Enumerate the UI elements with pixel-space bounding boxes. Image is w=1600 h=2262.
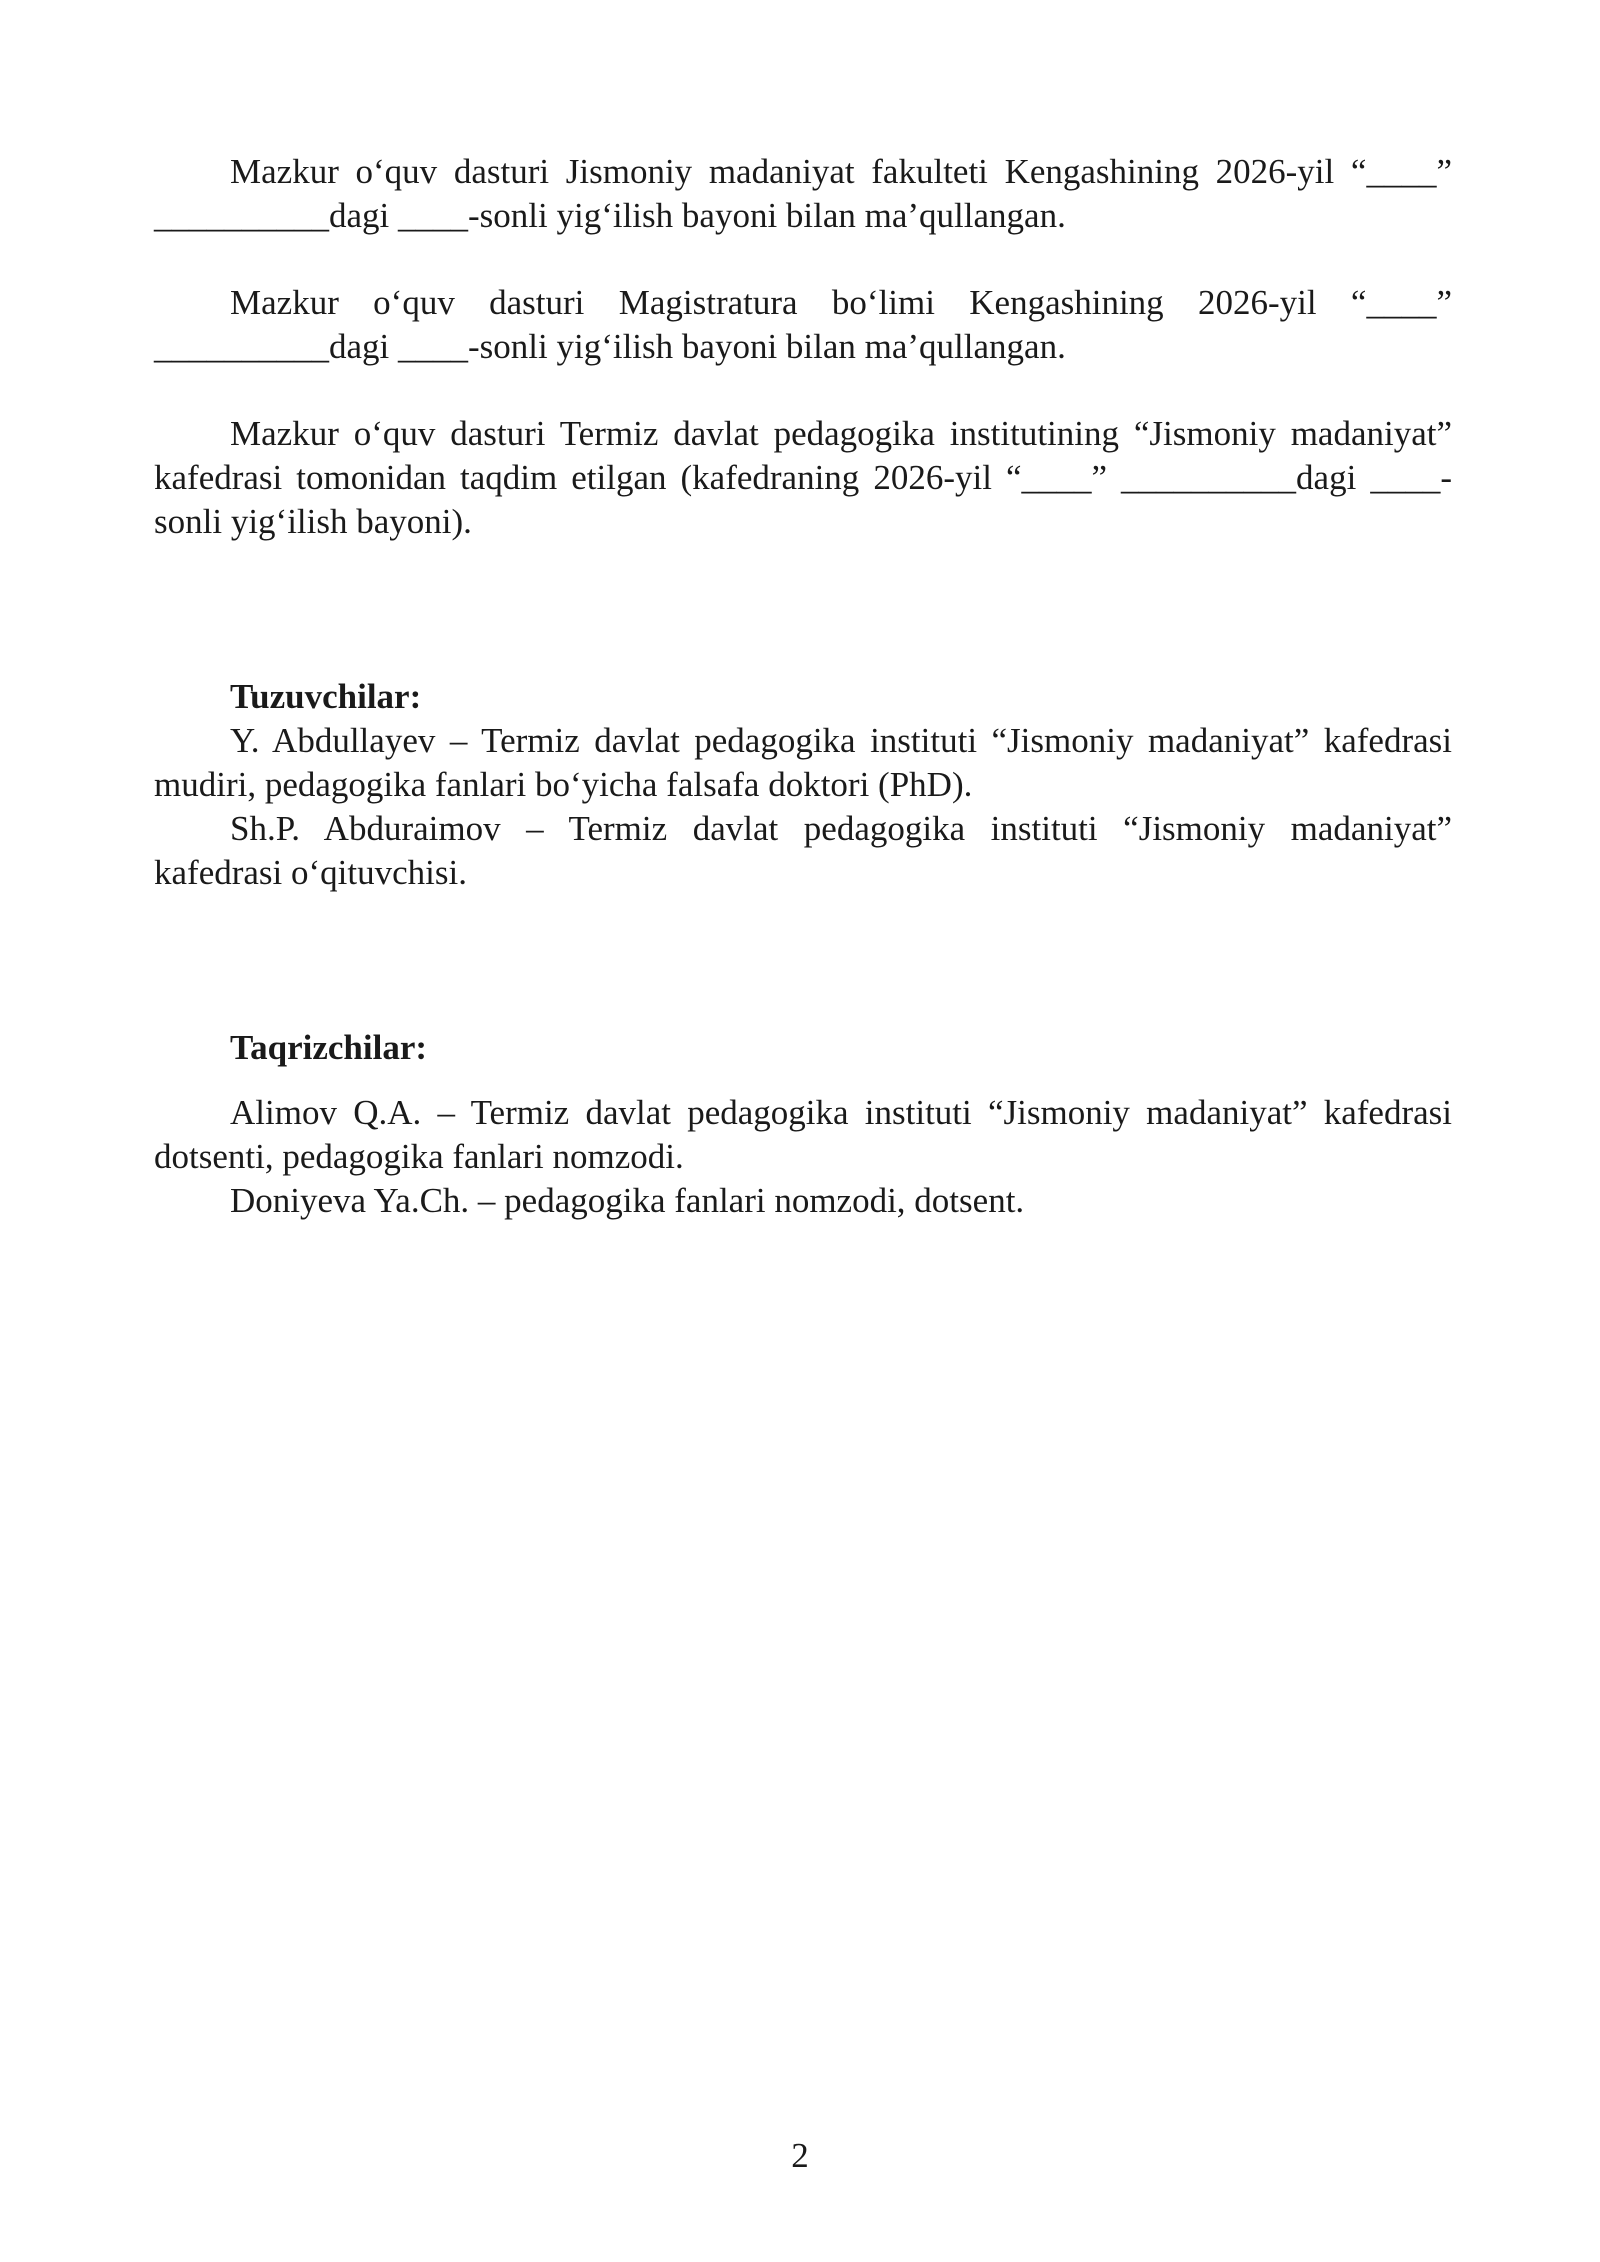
- approval-masters-department: Mazkur o‘quv dasturi Magistratura bo‘limi Kengashining 2026-yil “____” __________dagi ____-sonli yig‘ilish bayoni bilan ma’qullangan.: [154, 283, 1452, 366]
- authors-heading: Tuzuvchilar:: [230, 677, 422, 716]
- approval-faculty-council: Mazkur o‘quv dasturi Jismoniy madaniyat fakulteti Kengashining 2026-yil “____” __________dagi ____-sonli yig‘ilish bayoni bilan ma’qullangan.: [154, 152, 1452, 235]
- document-page: [154, 150, 1452, 1223]
- spacer: [154, 369, 1452, 412]
- reviewer-entry: Alimov Q.A. – Termiz davlat pedagogika instituti “Jismoniy madaniyat” kafedrasi dotsenti, pedagogika fanlari nomzodi.: [154, 1093, 1452, 1176]
- spacer: [154, 1070, 1452, 1091]
- spacer: [154, 544, 1452, 675]
- reviewers-heading: Taqrizchilar:: [230, 1028, 428, 1067]
- spacer: [154, 238, 1452, 281]
- author-entry: Y. Abdullayev – Termiz davlat pedagogika instituti “Jismoniy madaniyat” kafedrasi mudiri, pedagogika fanlari bo‘yicha falsafa doktori (PhD).: [154, 721, 1452, 804]
- page-number: 2: [791, 2136, 809, 2175]
- approval-department: Mazkur o‘quv dasturi Termiz davlat pedagogika institutining “Jismoniy madaniyat” kafedrasi tomonidan taqdim etilgan (kafedraning 2026-yil “____” __________dagi ____-sonli yig‘ilish bayoni).: [154, 414, 1452, 541]
- reviewer-entry: Doniyeva Ya.Ch. – pedagogika fanlari nomzodi, dotsent.: [230, 1181, 1025, 1220]
- spacer: [154, 895, 1452, 1026]
- author-entry: Sh.P. Abduraimov – Termiz davlat pedagogika instituti “Jismoniy madaniyat” kafedrasi o‘qituvchisi.: [154, 809, 1452, 892]
